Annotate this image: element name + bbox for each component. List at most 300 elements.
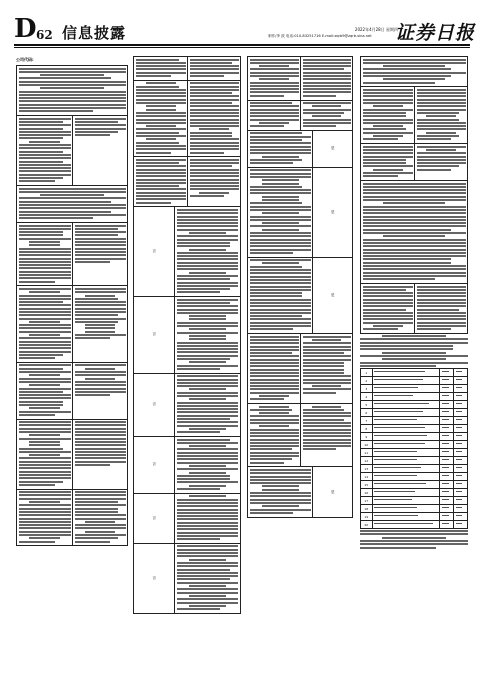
text-line: [363, 199, 466, 201]
text-line: [75, 541, 111, 543]
text-line: [75, 491, 126, 493]
text-line: [177, 212, 239, 214]
text-line: [303, 349, 351, 351]
text-line: [75, 441, 126, 443]
text-line: [19, 214, 126, 216]
text-line: [363, 89, 413, 91]
text-line: [190, 159, 239, 161]
page-number: 62: [36, 28, 53, 42]
text-line: [190, 142, 239, 144]
text-line: [19, 481, 64, 483]
text-line: [19, 201, 111, 203]
text-line: [363, 186, 466, 188]
text-line: [417, 112, 459, 114]
text-line: [363, 249, 466, 251]
text-line: [442, 491, 449, 493]
table-cell: [439, 425, 453, 432]
table-cell: [439, 401, 453, 408]
text-line: [456, 491, 462, 493]
text-line: [177, 345, 239, 347]
text-line: [177, 322, 239, 324]
text-line: [19, 225, 71, 227]
table-row: [361, 425, 467, 433]
text-line: [303, 425, 351, 427]
text-line: [75, 428, 126, 430]
text-line: [250, 169, 311, 171]
text-line: [363, 312, 413, 314]
text-line: [360, 540, 468, 542]
table-cell: [439, 457, 453, 464]
text-line: [75, 248, 126, 250]
text-line: [19, 357, 55, 359]
text-line: [363, 95, 413, 97]
text-line: [19, 397, 71, 399]
text-line: [456, 483, 462, 485]
table-cell: [439, 377, 453, 384]
table-cell: [453, 473, 467, 480]
text-line: [177, 478, 230, 480]
text-line: [75, 238, 126, 240]
text-line: [250, 502, 311, 504]
text-line: [250, 276, 311, 278]
text-line: [250, 339, 299, 341]
text-line: [250, 239, 311, 241]
text-line: [75, 298, 119, 300]
text-line: [177, 278, 230, 280]
text-line: [177, 532, 239, 534]
text-line: [250, 242, 311, 244]
text-line: [363, 149, 413, 151]
text-line: [177, 358, 230, 360]
text-line: [303, 369, 344, 371]
text-line: [259, 412, 288, 414]
text-line: [250, 509, 311, 511]
text-line: [374, 515, 418, 517]
text-line: [177, 385, 239, 387]
text-line: [189, 595, 226, 597]
text-line: [417, 165, 459, 167]
table-cell: [372, 449, 440, 456]
row-number: 15: [364, 482, 369, 487]
table-cell: [17, 420, 72, 489]
text-line: [303, 445, 351, 447]
table-cell: [439, 393, 453, 400]
text-line: [177, 572, 239, 574]
text-line: [75, 504, 126, 506]
text-line: [189, 338, 226, 340]
text-line: [417, 152, 466, 154]
text-line: [303, 379, 351, 381]
text-line: [303, 442, 351, 444]
text-line: [250, 173, 311, 175]
text-line: [189, 428, 226, 430]
table-row: [361, 417, 467, 425]
text-line: [250, 292, 303, 294]
text-line: [177, 588, 239, 590]
text-line: [75, 501, 119, 503]
text-line: [363, 272, 466, 274]
text-line: [374, 403, 429, 405]
text-line: [250, 136, 311, 138]
text-line: [177, 569, 230, 571]
text-line: [136, 92, 186, 94]
text-line: [262, 262, 299, 264]
text-line: [19, 311, 71, 313]
text-line: [262, 156, 299, 158]
text-line: [19, 254, 71, 256]
table-row: [361, 521, 467, 528]
text-line: [19, 457, 71, 459]
table-cell: [248, 168, 312, 257]
text-line: [259, 78, 288, 80]
text-line: [85, 331, 116, 333]
text-line: [250, 249, 311, 251]
text-line: [75, 424, 126, 426]
text-line: [136, 59, 179, 61]
table-cell: [174, 374, 240, 436]
text-line: [250, 462, 284, 464]
text-line: [363, 175, 398, 177]
table-cell: [372, 521, 440, 528]
text-line: [250, 336, 299, 338]
text-line: [19, 107, 126, 109]
table-cell: [72, 116, 127, 185]
text-line: [456, 403, 462, 405]
text-line: [303, 82, 351, 84]
text-line: [177, 452, 239, 454]
text-line: [417, 292, 466, 294]
text-line: [250, 375, 299, 377]
text-line: [303, 85, 351, 87]
text-line: [19, 508, 71, 510]
table-cell: [372, 497, 440, 504]
text-line: [303, 415, 351, 417]
text-line: [177, 225, 239, 227]
text-line: [382, 352, 447, 354]
text-line: [177, 405, 239, 407]
text-line: [75, 384, 126, 386]
text-line: [250, 289, 311, 291]
text-line: [456, 411, 462, 413]
text-line: [417, 135, 459, 137]
text-line: [250, 312, 311, 314]
table-cell: [453, 377, 467, 384]
text-line: [363, 302, 413, 304]
text-line: [417, 286, 466, 288]
text-line: [75, 498, 126, 500]
table-cell: [372, 489, 440, 496]
text-line: [136, 185, 179, 187]
table-cell: [439, 369, 453, 376]
text-line: [250, 299, 311, 301]
table-cell: [248, 467, 312, 516]
text-line: [250, 409, 292, 411]
table-cell: [439, 473, 453, 480]
text-line: [303, 362, 344, 364]
text-line: [19, 217, 94, 219]
text-line: [19, 484, 55, 486]
text-line: [250, 325, 311, 327]
text-line: [177, 285, 239, 287]
text-line: [75, 364, 126, 366]
text-line: [75, 318, 126, 320]
text-line: [136, 172, 186, 174]
text-line: [374, 387, 418, 389]
text-line: [177, 502, 239, 504]
text-line: [382, 335, 447, 337]
text-line: [19, 211, 111, 213]
text-line: [426, 149, 455, 151]
table-cell: [372, 481, 440, 488]
text-line: [190, 182, 239, 184]
text-line: [382, 537, 447, 539]
text-line: [19, 77, 111, 79]
text-line: [19, 68, 126, 70]
table-cell: [439, 441, 453, 448]
text-line: [374, 435, 427, 437]
text-line: [250, 186, 303, 188]
text-line: [75, 454, 126, 456]
table-cell: [72, 420, 127, 489]
text-line: [190, 119, 239, 121]
text-line: [19, 144, 71, 146]
text-line: [250, 159, 303, 161]
table-cell: [439, 409, 453, 416]
text-line: [312, 339, 341, 341]
text-line: [442, 411, 449, 413]
text-line: [75, 321, 119, 323]
text-line: [190, 122, 239, 124]
text-line: [374, 371, 424, 373]
text-line: [177, 325, 239, 327]
text-line: [303, 75, 351, 77]
text-line: [250, 102, 292, 104]
text-line: [136, 72, 186, 74]
text-line: [250, 295, 303, 297]
column-title: 公司代码:: [16, 57, 34, 62]
text-line: [417, 125, 466, 127]
text-line: [85, 324, 116, 326]
text-line: [146, 82, 176, 84]
text-line: [75, 527, 126, 529]
text-line: [363, 322, 413, 324]
text-line: [363, 315, 413, 317]
text-line: [19, 327, 71, 329]
text-line: [417, 102, 466, 104]
text-line: [363, 219, 466, 221]
text-line: [19, 248, 71, 250]
text-line: [19, 298, 71, 300]
text-line: [146, 109, 176, 111]
text-line: [250, 305, 311, 307]
text-line: [190, 95, 239, 97]
text-line: [177, 392, 239, 394]
text-line: [177, 602, 239, 604]
text-line: [190, 135, 232, 137]
text-line: [75, 314, 119, 316]
text-line: [303, 88, 351, 90]
text-line: [19, 151, 64, 153]
table-cell: [372, 409, 440, 416]
table-cell: [134, 157, 187, 206]
text-line: [19, 351, 71, 353]
text-line: [136, 188, 186, 190]
table-row: [361, 433, 467, 441]
text-line: [363, 189, 466, 191]
text-line: [442, 467, 449, 469]
text-line: [19, 94, 126, 96]
text-line: [189, 318, 226, 320]
text-line: [303, 102, 351, 104]
text-line: [417, 322, 466, 324]
text-line: [250, 219, 311, 221]
text-line: [417, 109, 466, 111]
text-line: [75, 381, 126, 383]
text-line: [177, 545, 239, 547]
text-line: [250, 398, 284, 400]
text-line: [190, 175, 239, 177]
text-line: [177, 475, 230, 477]
text-line: [29, 454, 60, 456]
text-line: [19, 84, 126, 86]
text-line: [19, 121, 64, 123]
text-line: [190, 148, 239, 150]
text-line: [19, 467, 71, 469]
text-line: [374, 507, 417, 509]
text-line: [177, 239, 239, 241]
text-line: [360, 342, 468, 344]
section-title: 信息披露: [62, 24, 127, 42]
text-line: [177, 252, 239, 254]
text-line: [250, 419, 299, 421]
text-line: [75, 258, 126, 260]
text-line: [189, 465, 226, 467]
text-line: [250, 176, 311, 178]
table-cell: [453, 489, 467, 496]
text-line: [250, 115, 299, 117]
table-cell: [187, 157, 240, 206]
text-line: [177, 379, 239, 381]
text-line: [190, 92, 232, 94]
text-line: [75, 524, 126, 526]
text-line: [190, 188, 239, 190]
text-line: [250, 415, 299, 417]
text-line: [442, 427, 449, 429]
text-line: [363, 242, 466, 244]
text-line: [177, 525, 239, 527]
text-line: [250, 85, 299, 87]
text-line: [177, 411, 239, 413]
text-line: [19, 324, 71, 326]
text-line: [19, 514, 71, 516]
row-number: 2: [365, 378, 368, 383]
text-line: [250, 162, 293, 164]
text-line: [136, 99, 186, 101]
table-row: [361, 497, 467, 505]
text-line: [360, 338, 468, 340]
text-line: [250, 452, 299, 454]
text-line: [417, 156, 466, 158]
text-line: [19, 421, 71, 423]
text-line: [19, 431, 71, 433]
text-line: [363, 229, 452, 231]
text-line: [19, 378, 71, 380]
table-cell: [439, 489, 453, 496]
text-line: [177, 421, 239, 423]
table-row: [361, 441, 467, 449]
text-line: [417, 325, 466, 327]
text-line: [19, 164, 71, 166]
text-line: [360, 533, 468, 535]
text-line: [85, 521, 116, 523]
text-line: [177, 365, 239, 367]
text-line: [363, 206, 466, 208]
text-line: [19, 354, 64, 356]
text-line: [19, 504, 71, 506]
text-line: [363, 115, 406, 117]
text-line: [190, 75, 224, 77]
text-line: [363, 275, 466, 277]
text-line: [75, 511, 119, 513]
text-line: [456, 435, 462, 437]
text-line: [262, 199, 299, 201]
text-line: [250, 245, 311, 247]
text-line: [75, 444, 126, 446]
text-line: [360, 355, 468, 357]
text-line: [382, 358, 447, 360]
text-line: [363, 305, 413, 307]
text-line: [262, 179, 299, 181]
text-line: [250, 272, 311, 274]
table-cell: [17, 116, 72, 185]
text-line: [19, 394, 71, 396]
text-line: [177, 582, 239, 584]
table-cell: [372, 465, 440, 472]
text-line: [177, 418, 230, 420]
text-line: [363, 239, 466, 241]
row-number: 12: [364, 458, 369, 463]
text-line: [303, 448, 337, 450]
table-cell: [17, 186, 127, 222]
text-line: [250, 146, 311, 148]
text-line: [417, 105, 466, 107]
text-line: [417, 146, 466, 148]
table-cell: [372, 425, 440, 432]
text-line: [177, 598, 239, 600]
text-line: [303, 392, 337, 394]
text-line: [303, 365, 344, 367]
text-line: [190, 105, 239, 107]
text-line: [250, 282, 311, 284]
text-line: [250, 209, 311, 211]
text-line: [190, 65, 239, 67]
text-line: [177, 382, 239, 384]
table-row: [361, 473, 467, 481]
text-line: [19, 274, 71, 276]
text-line: [75, 464, 111, 466]
text-line: [456, 475, 462, 477]
table-cell: [300, 404, 352, 466]
text-line: [190, 72, 239, 74]
text-line: [75, 537, 119, 539]
text-line: [29, 321, 60, 323]
text-line: [363, 138, 398, 140]
text-line: [19, 331, 71, 333]
text-line: [363, 119, 413, 121]
text-line: [456, 443, 462, 445]
text-line: [303, 388, 351, 390]
text-line: [75, 244, 126, 246]
